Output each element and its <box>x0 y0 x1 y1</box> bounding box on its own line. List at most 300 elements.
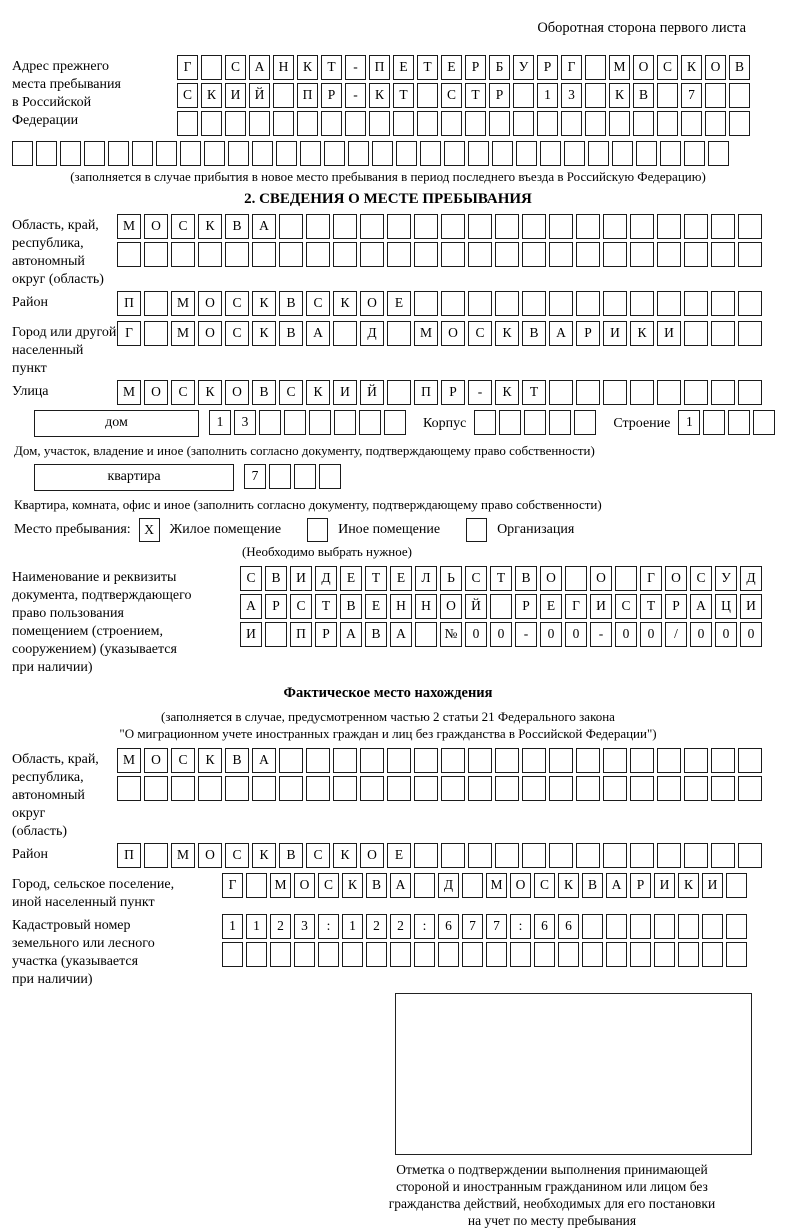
char-box[interactable] <box>489 111 510 136</box>
char-box[interactable]: - <box>590 622 612 647</box>
char-box[interactable]: Т <box>465 83 486 108</box>
char-box[interactable] <box>657 242 681 267</box>
char-box[interactable] <box>522 214 546 239</box>
char-box[interactable] <box>393 111 414 136</box>
char-box[interactable]: В <box>252 380 276 405</box>
char-box[interactable] <box>582 942 603 967</box>
char-box[interactable]: О <box>144 214 168 239</box>
char-box[interactable]: К <box>333 843 357 868</box>
char-box[interactable] <box>585 55 606 80</box>
char-box[interactable]: Т <box>640 594 662 619</box>
char-box[interactable] <box>495 291 519 316</box>
char-box[interactable] <box>522 748 546 773</box>
char-box[interactable] <box>705 83 726 108</box>
char-box[interactable]: И <box>240 622 262 647</box>
char-box[interactable] <box>684 843 708 868</box>
char-box[interactable] <box>654 942 675 967</box>
char-box[interactable] <box>333 748 357 773</box>
char-box[interactable]: О <box>665 566 687 591</box>
char-box[interactable] <box>36 141 57 166</box>
char-box[interactable] <box>522 291 546 316</box>
char-box[interactable]: Н <box>415 594 437 619</box>
char-box[interactable]: Г <box>561 55 582 80</box>
char-box[interactable] <box>549 410 571 435</box>
char-box[interactable] <box>612 141 633 166</box>
char-box[interactable] <box>273 83 294 108</box>
char-box[interactable]: К <box>333 291 357 316</box>
char-box[interactable]: О <box>590 566 612 591</box>
char-box[interactable]: О <box>225 380 249 405</box>
char-box[interactable] <box>537 111 558 136</box>
char-box[interactable]: С <box>171 380 195 405</box>
char-box[interactable] <box>576 843 600 868</box>
char-box[interactable] <box>738 214 762 239</box>
char-box[interactable]: Т <box>315 594 337 619</box>
char-box[interactable] <box>465 111 486 136</box>
char-box[interactable] <box>441 111 462 136</box>
char-box[interactable] <box>342 942 363 967</box>
char-box[interactable] <box>309 410 331 435</box>
char-box[interactable]: Е <box>387 843 411 868</box>
char-box[interactable]: А <box>252 214 276 239</box>
char-box[interactable]: 3 <box>294 914 315 939</box>
char-box[interactable] <box>177 111 198 136</box>
char-box[interactable] <box>441 776 465 801</box>
char-box[interactable] <box>678 914 699 939</box>
char-box[interactable]: 0 <box>740 622 762 647</box>
char-box[interactable] <box>684 380 708 405</box>
char-box[interactable]: О <box>360 843 384 868</box>
char-box[interactable] <box>279 242 303 267</box>
char-box[interactable]: Д <box>360 321 384 346</box>
char-box[interactable] <box>576 242 600 267</box>
char-box[interactable]: Р <box>321 83 342 108</box>
char-box[interactable] <box>711 214 735 239</box>
char-box[interactable] <box>522 242 546 267</box>
char-box[interactable] <box>414 214 438 239</box>
char-box[interactable]: 0 <box>690 622 712 647</box>
char-box[interactable]: К <box>369 83 390 108</box>
char-box[interactable]: О <box>440 594 462 619</box>
char-box[interactable] <box>657 748 681 773</box>
char-box[interactable]: Ь <box>440 566 462 591</box>
char-box[interactable]: А <box>390 873 411 898</box>
char-box[interactable]: 1 <box>209 410 231 435</box>
char-box[interactable] <box>510 942 531 967</box>
char-box[interactable] <box>252 141 273 166</box>
char-box[interactable]: С <box>306 843 330 868</box>
char-box[interactable] <box>414 291 438 316</box>
char-box[interactable]: У <box>513 55 534 80</box>
char-box[interactable] <box>753 410 775 435</box>
char-box[interactable]: О <box>441 321 465 346</box>
char-box[interactable]: Д <box>740 566 762 591</box>
char-box[interactable] <box>678 942 699 967</box>
char-box[interactable]: С <box>534 873 555 898</box>
char-box[interactable]: О <box>198 291 222 316</box>
char-box[interactable] <box>729 111 750 136</box>
char-box[interactable] <box>366 942 387 967</box>
char-box[interactable] <box>549 291 573 316</box>
char-box[interactable] <box>576 380 600 405</box>
char-box[interactable] <box>564 141 585 166</box>
char-box[interactable] <box>279 776 303 801</box>
char-box[interactable] <box>603 748 627 773</box>
char-box[interactable]: С <box>279 380 303 405</box>
char-box[interactable] <box>201 55 222 80</box>
char-box[interactable]: 6 <box>438 914 459 939</box>
char-box[interactable]: Т <box>490 566 512 591</box>
char-box[interactable]: Е <box>393 55 414 80</box>
char-box[interactable]: И <box>225 83 246 108</box>
char-box[interactable] <box>585 83 606 108</box>
char-box[interactable]: М <box>609 55 630 80</box>
char-box[interactable]: М <box>117 214 141 239</box>
char-box[interactable] <box>486 942 507 967</box>
char-box[interactable]: К <box>252 321 276 346</box>
char-box[interactable] <box>654 914 675 939</box>
char-box[interactable]: Н <box>390 594 412 619</box>
char-box[interactable] <box>603 776 627 801</box>
char-box[interactable] <box>603 380 627 405</box>
char-box[interactable] <box>279 214 303 239</box>
char-box[interactable]: И <box>702 873 723 898</box>
char-box[interactable] <box>468 776 492 801</box>
char-box[interactable] <box>345 111 366 136</box>
checkbox-residential[interactable]: X <box>139 518 160 542</box>
char-box[interactable]: Н <box>273 55 294 80</box>
char-box[interactable] <box>306 748 330 773</box>
char-box[interactable] <box>441 242 465 267</box>
char-box[interactable]: С <box>290 594 312 619</box>
char-box[interactable]: И <box>603 321 627 346</box>
char-box[interactable] <box>225 242 249 267</box>
char-box[interactable] <box>144 843 168 868</box>
char-box[interactable] <box>334 410 356 435</box>
char-box[interactable]: О <box>198 843 222 868</box>
char-box[interactable]: Б <box>489 55 510 80</box>
char-box[interactable]: Г <box>565 594 587 619</box>
char-box[interactable] <box>711 776 735 801</box>
char-box[interactable]: 0 <box>490 622 512 647</box>
char-box[interactable]: - <box>345 55 366 80</box>
char-box[interactable]: Т <box>393 83 414 108</box>
char-box[interactable] <box>276 141 297 166</box>
char-box[interactable] <box>225 776 249 801</box>
char-box[interactable]: О <box>198 321 222 346</box>
char-box[interactable] <box>711 380 735 405</box>
char-box[interactable] <box>606 942 627 967</box>
char-box[interactable] <box>369 111 390 136</box>
char-box[interactable]: В <box>365 622 387 647</box>
char-box[interactable]: С <box>306 291 330 316</box>
char-box[interactable] <box>117 242 141 267</box>
char-box[interactable] <box>462 873 483 898</box>
char-box[interactable]: С <box>225 55 246 80</box>
char-box[interactable] <box>524 410 546 435</box>
char-box[interactable]: С <box>171 214 195 239</box>
char-box[interactable]: 0 <box>565 622 587 647</box>
char-box[interactable]: П <box>297 83 318 108</box>
char-box[interactable] <box>132 141 153 166</box>
char-box[interactable] <box>306 242 330 267</box>
char-box[interactable] <box>549 776 573 801</box>
char-box[interactable]: С <box>225 843 249 868</box>
char-box[interactable] <box>249 111 270 136</box>
char-box[interactable] <box>630 242 654 267</box>
char-box[interactable] <box>738 321 762 346</box>
char-box[interactable]: П <box>117 291 141 316</box>
char-box[interactable]: Е <box>387 291 411 316</box>
char-box[interactable] <box>387 748 411 773</box>
char-box[interactable]: Т <box>321 55 342 80</box>
char-box[interactable]: М <box>171 291 195 316</box>
char-box[interactable]: О <box>144 748 168 773</box>
char-box[interactable] <box>495 776 519 801</box>
char-box[interactable] <box>576 776 600 801</box>
char-box[interactable]: : <box>414 914 435 939</box>
char-box[interactable] <box>259 410 281 435</box>
char-box[interactable] <box>684 291 708 316</box>
char-box[interactable]: С <box>318 873 339 898</box>
char-box[interactable] <box>540 141 561 166</box>
char-box[interactable]: Е <box>540 594 562 619</box>
char-box[interactable]: Р <box>265 594 287 619</box>
char-box[interactable] <box>222 942 243 967</box>
char-box[interactable]: К <box>678 873 699 898</box>
char-box[interactable]: И <box>333 380 357 405</box>
char-box[interactable]: 1 <box>678 410 700 435</box>
char-box[interactable] <box>297 111 318 136</box>
char-box[interactable] <box>284 410 306 435</box>
char-box[interactable] <box>513 83 534 108</box>
char-box[interactable] <box>387 776 411 801</box>
char-box[interactable] <box>522 776 546 801</box>
char-box[interactable] <box>630 748 654 773</box>
char-box[interactable] <box>657 83 678 108</box>
char-box[interactable]: К <box>681 55 702 80</box>
char-box[interactable]: 6 <box>534 914 555 939</box>
char-box[interactable] <box>495 242 519 267</box>
char-box[interactable] <box>574 410 596 435</box>
char-box[interactable] <box>495 748 519 773</box>
char-box[interactable] <box>549 242 573 267</box>
char-box[interactable]: С <box>225 291 249 316</box>
char-box[interactable]: М <box>117 380 141 405</box>
char-box[interactable] <box>711 242 735 267</box>
char-box[interactable]: Т <box>417 55 438 80</box>
char-box[interactable]: В <box>366 873 387 898</box>
char-box[interactable] <box>633 111 654 136</box>
char-box[interactable]: В <box>279 321 303 346</box>
char-box[interactable]: М <box>270 873 291 898</box>
char-box[interactable]: В <box>729 55 750 80</box>
char-box[interactable] <box>585 111 606 136</box>
char-box[interactable] <box>333 242 357 267</box>
char-box[interactable]: К <box>252 291 276 316</box>
char-box[interactable]: - <box>468 380 492 405</box>
char-box[interactable] <box>657 214 681 239</box>
char-box[interactable]: Л <box>415 566 437 591</box>
char-box[interactable] <box>468 291 492 316</box>
char-box[interactable]: П <box>117 843 141 868</box>
char-box[interactable] <box>300 141 321 166</box>
char-box[interactable] <box>384 410 406 435</box>
char-box[interactable]: П <box>414 380 438 405</box>
char-box[interactable]: Е <box>390 566 412 591</box>
char-box[interactable]: А <box>606 873 627 898</box>
char-box[interactable] <box>684 321 708 346</box>
char-box[interactable]: 2 <box>366 914 387 939</box>
char-box[interactable] <box>468 843 492 868</box>
char-box[interactable]: А <box>240 594 262 619</box>
checkbox-organization[interactable] <box>466 518 487 542</box>
char-box[interactable]: К <box>609 83 630 108</box>
char-box[interactable] <box>576 214 600 239</box>
char-box[interactable]: 2 <box>270 914 291 939</box>
char-box[interactable] <box>84 141 105 166</box>
char-box[interactable]: Е <box>365 594 387 619</box>
char-box[interactable] <box>702 942 723 967</box>
char-box[interactable] <box>360 242 384 267</box>
char-box[interactable] <box>711 748 735 773</box>
char-box[interactable] <box>387 321 411 346</box>
char-box[interactable]: 7 <box>462 914 483 939</box>
char-box[interactable] <box>294 942 315 967</box>
char-box[interactable]: О <box>540 566 562 591</box>
char-box[interactable] <box>558 942 579 967</box>
char-box[interactable]: С <box>171 748 195 773</box>
char-box[interactable] <box>534 942 555 967</box>
char-box[interactable] <box>441 214 465 239</box>
char-box[interactable]: К <box>558 873 579 898</box>
char-box[interactable] <box>171 242 195 267</box>
char-box[interactable] <box>582 914 603 939</box>
char-box[interactable] <box>387 242 411 267</box>
char-box[interactable] <box>576 291 600 316</box>
char-box[interactable]: Р <box>630 873 651 898</box>
char-box[interactable]: А <box>249 55 270 80</box>
char-box[interactable] <box>387 214 411 239</box>
char-box[interactable] <box>630 214 654 239</box>
char-box[interactable]: К <box>252 843 276 868</box>
char-box[interactable] <box>708 141 729 166</box>
char-box[interactable]: С <box>225 321 249 346</box>
char-box[interactable]: : <box>318 914 339 939</box>
char-box[interactable]: А <box>390 622 412 647</box>
char-box[interactable] <box>306 214 330 239</box>
char-box[interactable] <box>156 141 177 166</box>
char-box[interactable] <box>495 843 519 868</box>
char-box[interactable]: О <box>360 291 384 316</box>
char-box[interactable] <box>270 942 291 967</box>
char-box[interactable]: К <box>630 321 654 346</box>
char-box[interactable]: Й <box>249 83 270 108</box>
char-box[interactable] <box>738 380 762 405</box>
char-box[interactable]: М <box>414 321 438 346</box>
char-box[interactable]: М <box>117 748 141 773</box>
char-box[interactable] <box>468 242 492 267</box>
char-box[interactable]: 0 <box>465 622 487 647</box>
char-box[interactable]: Р <box>465 55 486 80</box>
char-box[interactable]: М <box>171 321 195 346</box>
char-box[interactable] <box>549 380 573 405</box>
char-box[interactable] <box>414 242 438 267</box>
char-box[interactable]: И <box>657 321 681 346</box>
char-box[interactable]: К <box>198 380 222 405</box>
char-box[interactable] <box>319 464 341 489</box>
char-box[interactable]: В <box>279 843 303 868</box>
char-box[interactable] <box>657 291 681 316</box>
char-box[interactable]: 3 <box>561 83 582 108</box>
char-box[interactable] <box>468 141 489 166</box>
char-box[interactable] <box>360 748 384 773</box>
char-box[interactable] <box>561 111 582 136</box>
char-box[interactable] <box>279 748 303 773</box>
char-box[interactable] <box>657 843 681 868</box>
char-box[interactable] <box>603 843 627 868</box>
char-box[interactable] <box>441 291 465 316</box>
char-box[interactable] <box>321 111 342 136</box>
char-box[interactable]: С <box>240 566 262 591</box>
char-box[interactable] <box>171 776 195 801</box>
char-box[interactable] <box>711 291 735 316</box>
char-box[interactable] <box>462 942 483 967</box>
char-box[interactable]: Р <box>576 321 600 346</box>
char-box[interactable]: П <box>369 55 390 80</box>
char-box[interactable]: К <box>495 321 519 346</box>
char-box[interactable]: 7 <box>244 464 266 489</box>
char-box[interactable] <box>636 141 657 166</box>
char-box[interactable] <box>606 914 627 939</box>
char-box[interactable] <box>414 776 438 801</box>
char-box[interactable]: И <box>740 594 762 619</box>
char-box[interactable] <box>144 291 168 316</box>
char-box[interactable]: О <box>294 873 315 898</box>
checkbox-other-premises[interactable] <box>307 518 328 542</box>
char-box[interactable]: К <box>198 214 222 239</box>
char-box[interactable] <box>657 380 681 405</box>
char-box[interactable]: 1 <box>342 914 363 939</box>
char-box[interactable] <box>60 141 81 166</box>
char-box[interactable] <box>318 942 339 967</box>
char-box[interactable] <box>360 214 384 239</box>
char-box[interactable]: 1 <box>222 914 243 939</box>
char-box[interactable] <box>348 141 369 166</box>
char-box[interactable]: О <box>633 55 654 80</box>
char-box[interactable] <box>565 566 587 591</box>
char-box[interactable] <box>705 111 726 136</box>
char-box[interactable] <box>117 776 141 801</box>
char-box[interactable]: В <box>340 594 362 619</box>
char-box[interactable] <box>201 111 222 136</box>
char-box[interactable] <box>729 83 750 108</box>
char-box[interactable]: 6 <box>558 914 579 939</box>
char-box[interactable] <box>603 242 627 267</box>
char-box[interactable]: И <box>654 873 675 898</box>
char-box[interactable] <box>576 748 600 773</box>
char-box[interactable]: Й <box>360 380 384 405</box>
char-box[interactable] <box>415 622 437 647</box>
char-box[interactable] <box>306 776 330 801</box>
char-box[interactable] <box>269 464 291 489</box>
char-box[interactable]: № <box>440 622 462 647</box>
char-box[interactable]: 2 <box>390 914 411 939</box>
char-box[interactable] <box>417 111 438 136</box>
char-box[interactable]: Р <box>515 594 537 619</box>
char-box[interactable] <box>360 776 384 801</box>
char-box[interactable]: 0 <box>715 622 737 647</box>
